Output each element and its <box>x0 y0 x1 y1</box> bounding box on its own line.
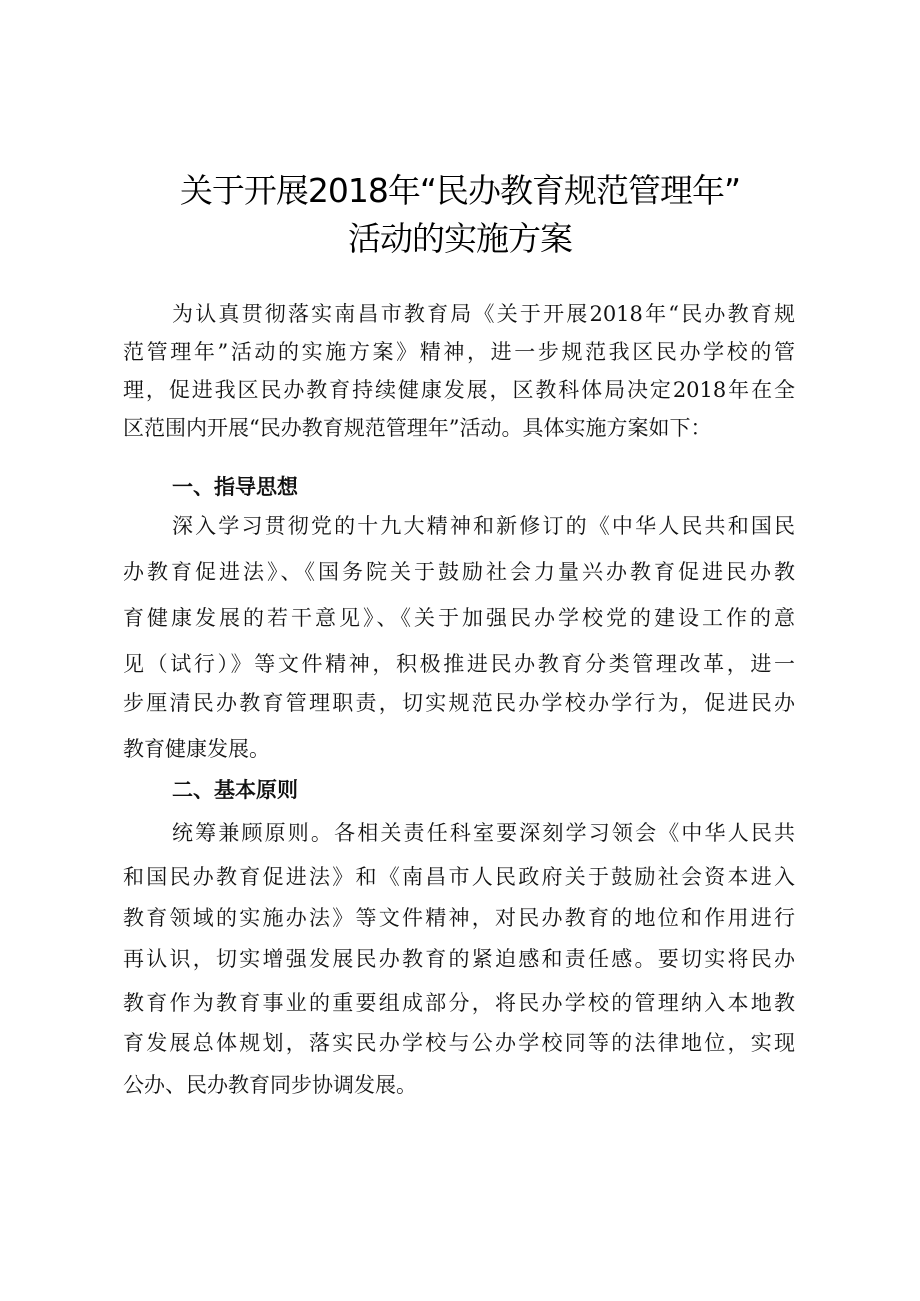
intro-line-4: 区范围内开展“民办教育规范管理年”活动。具体实施方案如下： <box>123 416 712 440</box>
section-2-line-1: 统筹兼顾原则。各相关责任科室要深刻学习领会《中华人民共 <box>172 821 795 845</box>
intro-line-3: 理，促进我区民办教育持续健康发展，区教科体局决定2018年在全 <box>123 378 795 402</box>
section-2-line-4: 再认识，切实增强发展民办教育的紧迫感和责任感。要切实将民办 <box>123 947 795 971</box>
section-2-heading: 二、基本原则 <box>172 778 298 802</box>
section-2-line-6: 育发展总体规划，落实民办学校与公办学校同等的法律地位，实现 <box>123 1031 795 1055</box>
section-1-line-3: 育健康发展的若干意见》、《关于加强民办学校党的建设工作的意 <box>123 606 795 630</box>
intro-line-1: 为认真贯彻落实南昌市教育局《关于开展2018年“民办教育规 <box>172 302 795 326</box>
section-2-line-3: 教育领域的实施办法》等文件精神，对民办教育的地位和作用进行 <box>123 906 795 930</box>
section-1-line-6: 教育健康发展。 <box>123 737 270 761</box>
document-title-line-1: 关于开展2018年“民办教育规范管理年” <box>179 171 741 210</box>
section-2-line-5: 教育作为教育事业的重要组成部分，将民办学校的管理纳入本地教 <box>123 991 795 1015</box>
section-1-line-2: 办教育促进法》、《国务院关于鼓励社会力量兴办教育促进民办教 <box>123 560 795 584</box>
section-1-line-5: 步厘清民办教育管理职责，切实规范民办学校办学行为，促进民办 <box>123 691 795 715</box>
section-2-line-2: 和国民办教育促进法》和《南昌市人民政府关于鼓励社会资本进入 <box>123 865 795 889</box>
section-2-line-7: 公办、民办教育同步协调发展。 <box>123 1073 417 1097</box>
intro-line-2: 范管理年”活动的实施方案》精神，进一步规范我区民办学校的管 <box>123 340 795 364</box>
section-1-line-4: 见（试行）》等文件精神，积极推进民办教育分类管理改革，进一 <box>123 652 795 676</box>
section-1-line-1: 深入学习贯彻党的十九大精神和新修订的《中华人民共和国民 <box>172 514 795 538</box>
document-title-line-2: 活动的实施方案 <box>348 219 572 258</box>
section-1-heading: 一、指导思想 <box>172 475 298 499</box>
